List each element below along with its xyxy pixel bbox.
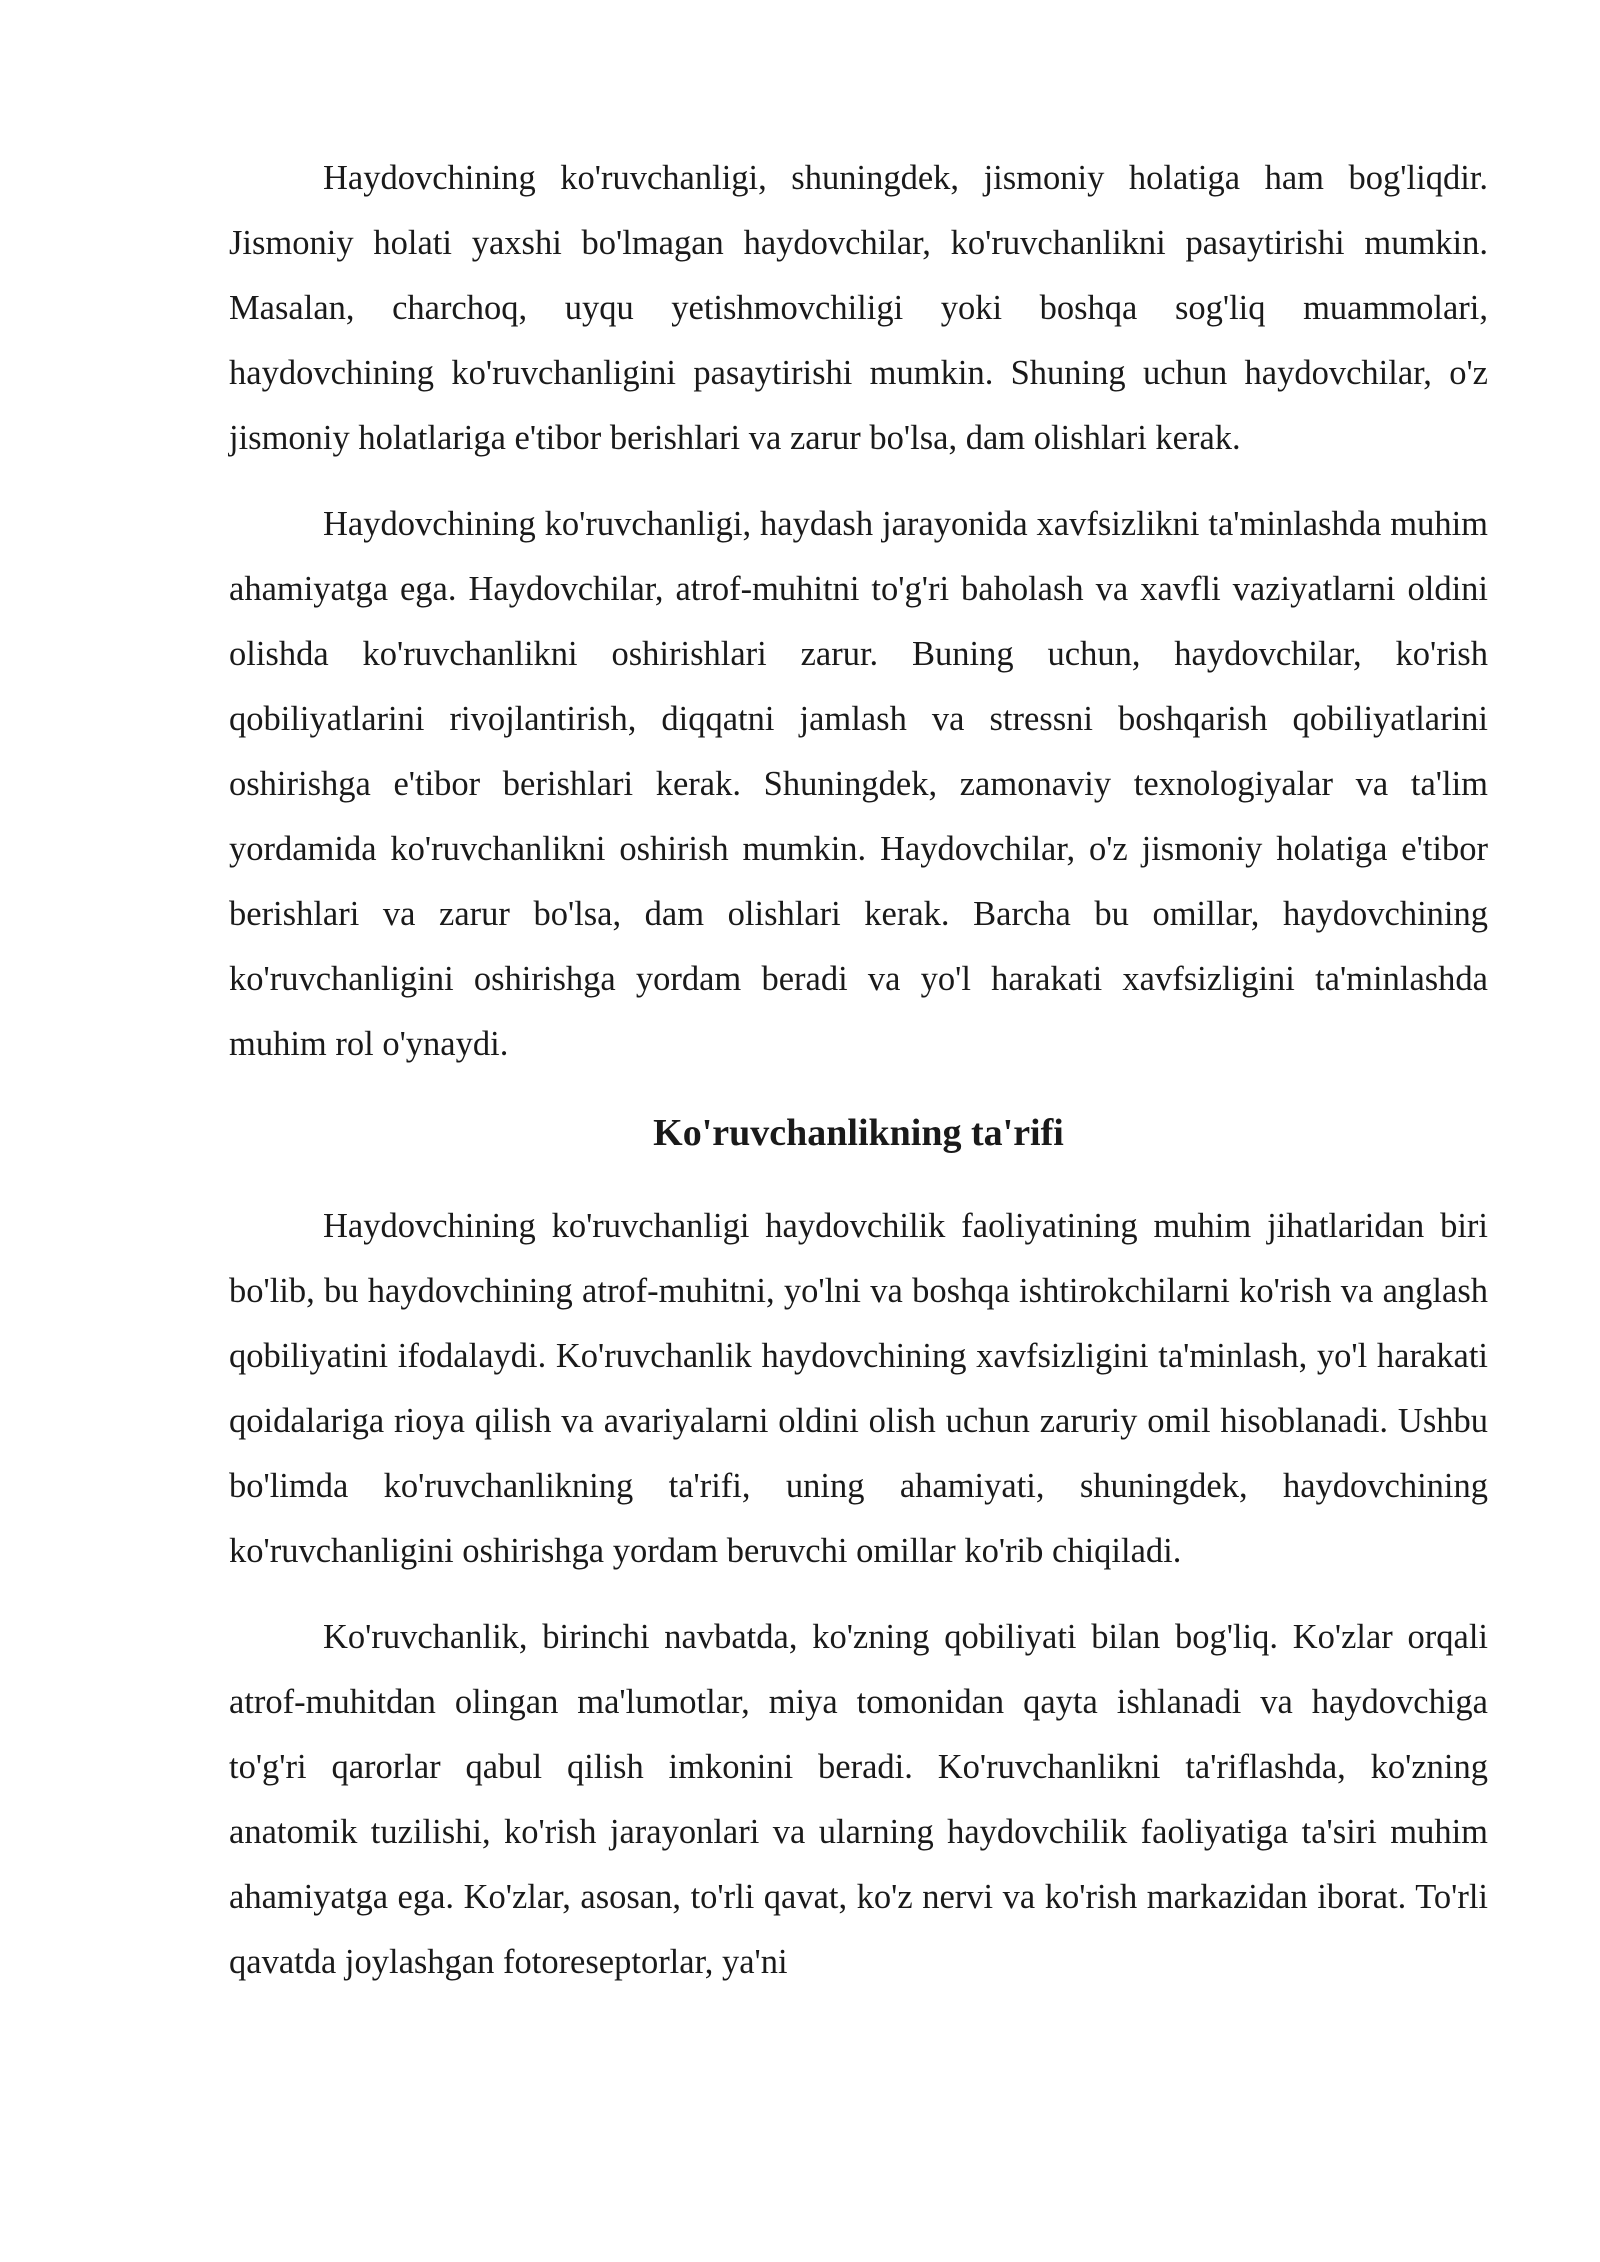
paragraph: Ko'ruvchanlik, birinchi navbatda, ko'zning qobiliyati bilan bog'liq. Ko'zlar orqali atrof-muhitdan olingan ma'lumotlar, miya tomonidan qayta ishlanadi va haydovchiga to'g'ri qarorlar qabul qilish imkonini beradi. Ko'ruvchanlikni ta'riflashda, ko'zning anatomik tuzilishi, ko'rish jarayonlari va ularning haydovchilik faoliyatiga ta'siri muhim ahamiyatga ega. Ko'zlar, asosan, to'rli qavat, ko'z nervi va ko'rish markazidan iborat. To'rli qavatda joylashgan fotoreseptorlar, ya'ni: [229, 1618, 1488, 1981]
paragraph: Haydovchining ko'ruvchanligi haydovchilik faoliyatining muhim jihatlaridan biri bo'lib, bu haydovchining atrof-muhitni, yo'lni va boshqa ishtirokchilarni ko'rish va anglash qobiliyatini ifodalaydi. Ko'ruvchanlik haydovchining xavfsizligini ta'minlash, yo'l harakati qoidalariga rioya qilish va avariyalarni oldini olish uchun zaruriy omil hisoblanadi. Ushbu bo'limda ko'ruvchanlikning ta'rifi, uning ahamiyati, shuningdek, haydovchining ko'ruvchanligini oshirishga yordam beruvchi omillar ko'rib chiqiladi.: [229, 1207, 1488, 1570]
document-page: [229, 146, 1488, 2016]
section-heading: Ko'ruvchanlikning ta'rifi: [653, 1112, 1064, 1154]
paragraph: Haydovchining ko'ruvchanligi, haydash jarayonida xavfsizlikni ta'minlashda muhim ahamiyatga ega. Haydovchilar, atrof-muhitni to'g'ri baholash va xavfli vaziyatlarni oldini olishda ko'ruvchanlikni oshirishlari zarur. Buning uchun, haydovchilar, ko'rish qobiliyatlarini rivojlantirish, diqqatni jamlash va stressni boshqarish qobiliyatlarini oshirishga e'tibor berishlari kerak. Shuningdek, zamonaviy texnologiyalar va ta'lim yordamida ko'ruvchanlikni oshirish mumkin. Haydovchilar, o'z jismoniy holatiga e'tibor berishlari va zarur bo'lsa, dam olishlari kerak. Barcha bu omillar, haydovchining ko'ruvchanligini oshirishga yordam beradi va yo'l harakati xavfsizligini ta'minlashda muhim rol o'ynaydi.: [229, 505, 1488, 1063]
paragraph: Haydovchining ko'ruvchanligi, shuningdek, jismoniy holatiga ham bog'liqdir. Jismoniy holati yaxshi bo'lmagan haydovchilar, ko'ruvchanlikni pasaytirishi mumkin. Masalan, charchoq, uyqu yetishmovchiligi yoki boshqa sog'liq muammolari, haydovchining ko'ruvchanligini pasaytirishi mumkin. Shuning uchun haydovchilar, o'z jismoniy holatlariga e'tibor berishlari va zarur bo'lsa, dam olishlari kerak.: [229, 159, 1488, 457]
